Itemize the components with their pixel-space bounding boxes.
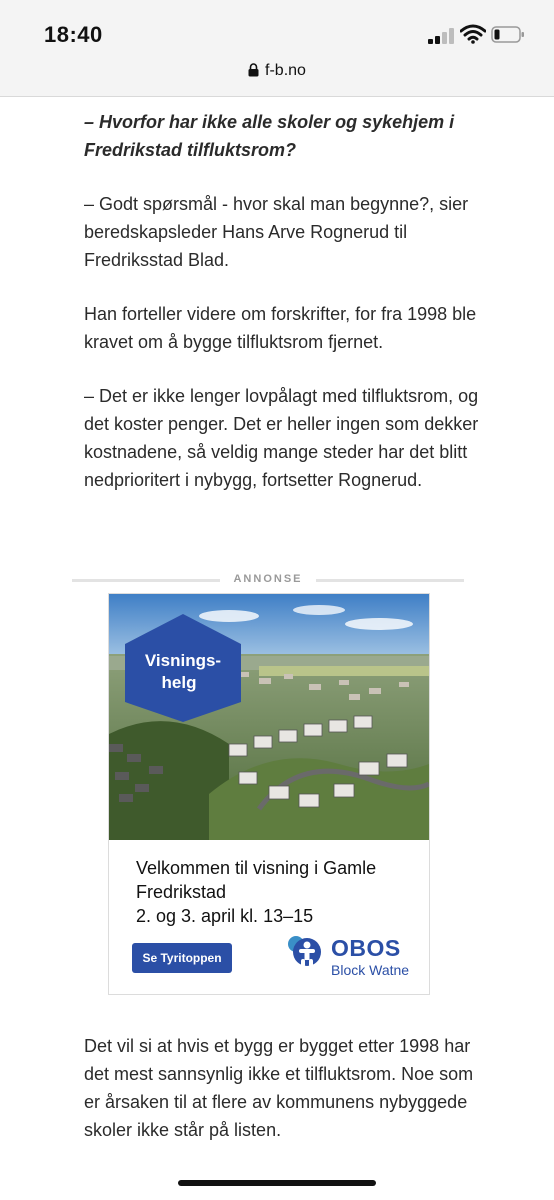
obos-brand-sub: Block Watne — [331, 962, 410, 978]
ad-label: ANNONSE — [233, 573, 303, 585]
advertisement[interactable] — [108, 593, 430, 995]
obos-logo — [285, 934, 415, 980]
ad-dates: 2. og 3. april kl. 13–15 — [136, 906, 314, 926]
battery-icon — [491, 26, 525, 43]
article-paragraph: Han forteller videre om forskrifter, for fra 1998 ble kravet om å bygge tilfluktsrom fjernet. — [84, 304, 477, 352]
article-paragraph: – Det er ikke lenger lovpålagt med tilfluktsrom, og det koster penger. Det er heller ingen som dekker kostnadene, så veldig mange steder har det blitt nedprioritert i nybygg, fortsetter Rognerud. — [84, 386, 479, 490]
article-paragraph-after-ad: Det vil si at hvis et bygg er bygget etter 1998 har det mest sannsynlig ikke et tilfluktsrom. Noe som er årsaken til at flere av kommunens nybyggede skoler ikke står på listen. — [84, 1036, 474, 1140]
wifi-icon — [460, 24, 486, 44]
url-text: f-b.no — [265, 62, 306, 79]
obos-logo-icon — [285, 934, 325, 974]
ad-headline: Velkommen til visning i Gamle Fredrikstad — [136, 858, 377, 902]
ad-cta-button[interactable]: Se Tyritoppen — [132, 943, 232, 973]
ad-text — [136, 856, 416, 928]
article-paragraph: – Godt spørsmål - hvor skal man begynne?, sier beredskapsleder Hans Arve Rognerud til Fredriksstad Blad. — [84, 194, 469, 270]
article-body — [84, 108, 484, 520]
home-indicator[interactable] — [178, 1180, 376, 1186]
lock-icon — [248, 63, 259, 77]
status-time: 18:40 — [44, 22, 103, 47]
ad-divider — [72, 573, 464, 587]
ad-badge-line2: helg — [161, 673, 197, 692]
ad-aerial-photo[interactable] — [109, 594, 429, 840]
obos-brand-name: OBOS — [331, 935, 401, 961]
cellular-signal-icon — [428, 28, 456, 44]
ad-badge-line1: Visnings- — [144, 651, 222, 670]
address-bar[interactable] — [0, 62, 554, 80]
article-question: – Hvorfor har ikke alle skoler og sykehjem i Fredrikstad tilfluktsrom? — [84, 112, 455, 160]
status-bar — [0, 0, 554, 97]
